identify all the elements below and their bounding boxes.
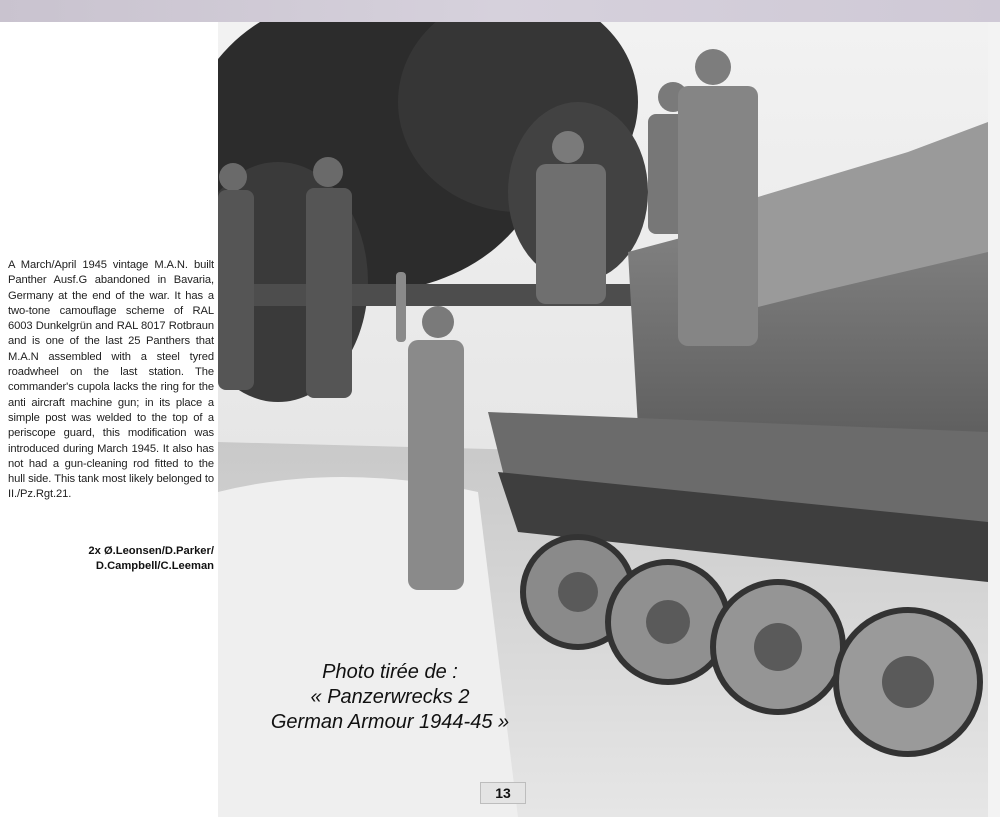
page-edge (988, 22, 1000, 817)
credit-line-1: 2x Ø.Leonsen/D.Parker/ (88, 545, 214, 557)
photo-source-note (230, 660, 550, 735)
top-color-band (0, 0, 1000, 22)
page-number: 13 (480, 782, 526, 804)
overlay-line-2: « Panzerwrecks 2 (310, 686, 470, 708)
photo-credit (8, 544, 214, 574)
soldier-5 (678, 49, 758, 346)
soldier-2 (306, 157, 352, 398)
credit-line-2: D.Campbell/C.Leeman (95, 560, 214, 572)
overlay-line-3: German Armour 1944-45 » (270, 711, 510, 733)
soldier-1 (218, 163, 254, 390)
path (218, 477, 518, 817)
overlay-line-1: Photo tirée de : (322, 661, 458, 683)
photo-caption: A March/April 1945 vintage M.A.N. built Panther Ausf.G abandoned in Bavaria, Germany at the end of the war. It has a two-tone camouflage scheme of RAL 6003 Dunkelgrün and RAL 8017 Rotbraun and is one of the last 25 Panthers that M.A.N assembled with a steel tyred roadwheel on the last station. The commander's cupola lacks the ring for the anti aircraft machine gun; in its place a simple post was welded to the top of a periscope guard, this modification was introduced during March 1945. It also has not had a gun-cleaning rod fitted to the hull side. This tank most likely belonged to II./Pz.Rgt.21. (8, 259, 214, 501)
